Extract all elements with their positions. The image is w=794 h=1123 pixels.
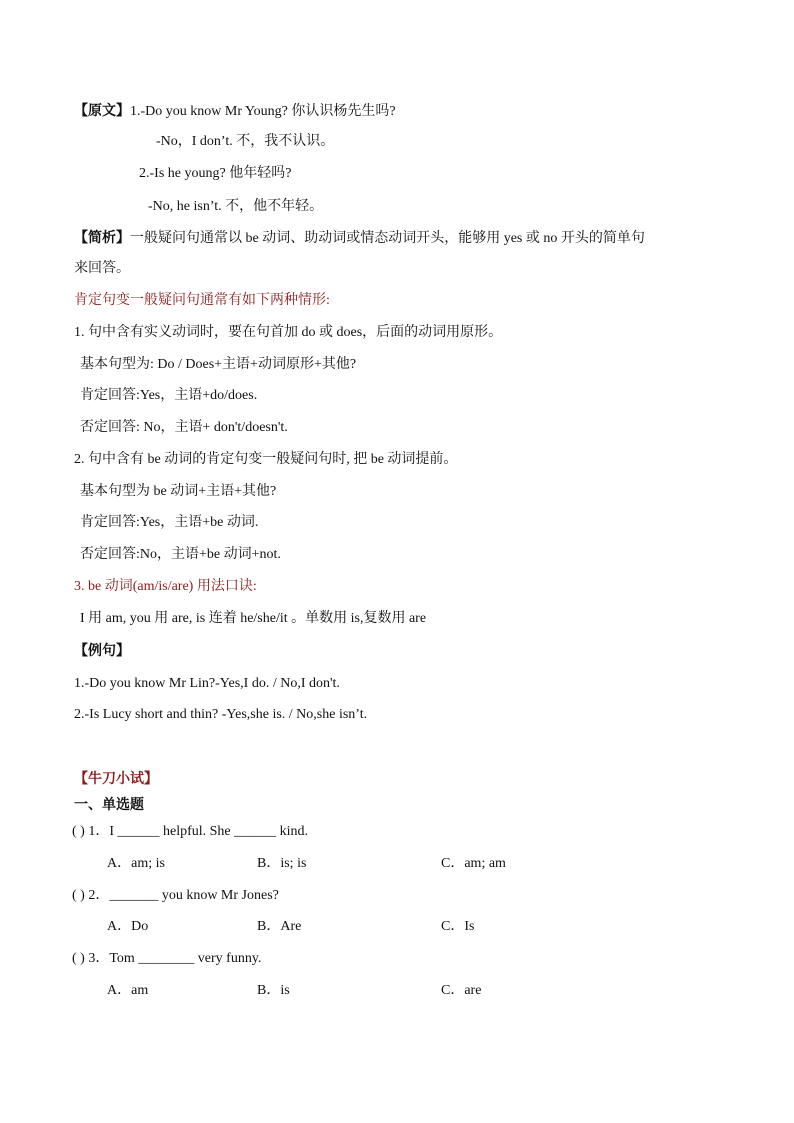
question-2-option-a[interactable]: A．Do bbox=[107, 919, 149, 934]
original-a1: -No，I don’t. 不，我不认识。 bbox=[156, 134, 335, 149]
example-1: 1.-Do you know Mr Lin?-Yes,I do. / No,I don't. bbox=[74, 676, 340, 691]
rule-2-pattern: 基本句型为 be 动词+主语+其他? bbox=[80, 484, 277, 499]
question-3-stem: ( ) 3．Tom ________ very funny. bbox=[72, 951, 262, 966]
rule-3: 3. be 动词(am/is/are) 用法口诀: bbox=[74, 579, 257, 594]
rule-3-rhyme: I 用 am, you 用 are, is 连着 he/she/it 。单数用 is,复数用 are bbox=[80, 611, 427, 626]
question-2-option-c[interactable]: C．Is bbox=[441, 919, 475, 934]
analysis-subtitle: 肯定句变一般疑问句通常有如下两种情形: bbox=[74, 293, 330, 308]
practice-header: 【牛刀小试】 bbox=[74, 771, 158, 787]
rule-1-yes: 肯定回答:Yes，主语+do/does. bbox=[80, 388, 258, 403]
original-q1: 1.-Do you know Mr Young? 你认识杨先生吗? bbox=[130, 104, 396, 119]
question-1-option-a[interactable]: A．am; is bbox=[107, 856, 165, 871]
original-header: 【原文】 bbox=[74, 103, 130, 119]
rule-2: 2. 句中含有 be 动词的肯定句变一般疑问句时, 把 be 动词提前。 bbox=[74, 452, 458, 467]
example-2: 2.-Is Lucy short and thin? -Yes,she is. / No,she isn’t. bbox=[74, 707, 368, 722]
question-1-option-b[interactable]: B．is; is bbox=[257, 856, 307, 871]
question-2-option-b[interactable]: B．Are bbox=[257, 919, 302, 934]
original-q2: 2.-Is he young? 他年轻吗? bbox=[139, 166, 292, 181]
rule-2-yes: 肯定回答:Yes，主语+be 动词. bbox=[80, 515, 259, 530]
question-3-option-c[interactable]: C．are bbox=[441, 983, 482, 998]
rule-1-no: 否定回答: No，主语+ don't/doesn't. bbox=[80, 420, 288, 435]
analysis-line-1 bbox=[74, 229, 645, 248]
analysis-header: 【简析】 bbox=[74, 230, 130, 246]
analysis-text-2: 来回答。 bbox=[74, 261, 130, 276]
question-3-option-b[interactable]: B．is bbox=[257, 983, 290, 998]
question-1-option-c[interactable]: C．am; am bbox=[441, 856, 506, 871]
question-1-stem: ( ) 1．I ______ helpful. She ______ kind. bbox=[72, 824, 309, 839]
analysis-text-1: 一般疑问句通常以 be 动词、助动词或情态动词开头，能够用 yes 或 no 开头的简单句 bbox=[130, 231, 645, 246]
examples-header: 【例句】 bbox=[74, 643, 130, 659]
practice-section: 一、单选题 bbox=[74, 797, 144, 813]
rule-2-no: 否定回答:No，主语+be 动词+not. bbox=[80, 547, 281, 562]
rule-1-pattern: 基本句型为: Do / Does+主语+动词原形+其他? bbox=[80, 357, 357, 372]
original-line-1 bbox=[74, 102, 396, 121]
original-a2: -No, he isn’t. 不，他不年轻。 bbox=[148, 199, 324, 214]
question-2-stem: ( ) 2．_______ you know Mr Jones? bbox=[72, 888, 279, 903]
rule-1: 1. 句中含有实义动词时，要在句首加 do 或 does，后面的动词用原形。 bbox=[74, 325, 503, 340]
question-3-option-a[interactable]: A．am bbox=[107, 983, 149, 998]
